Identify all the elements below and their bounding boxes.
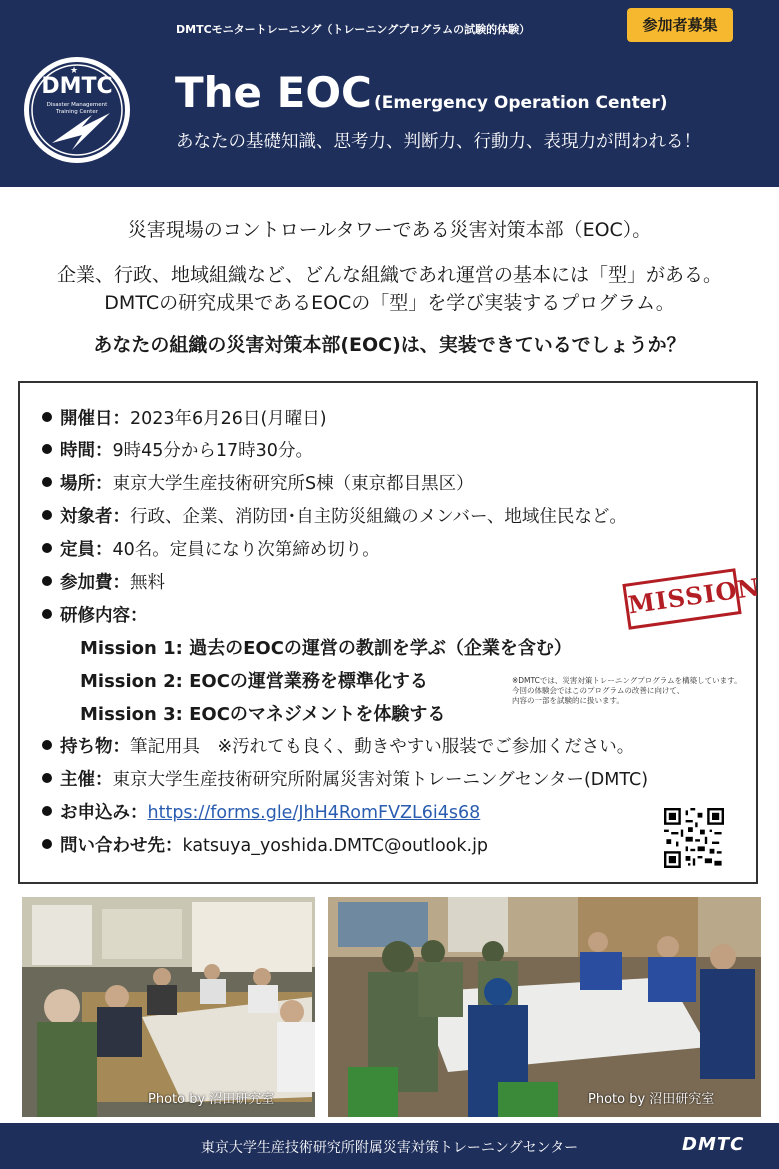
intro-line-3: DMTCの研究成果であるEOCの「型」を学び実装するプログラム。 (104, 292, 675, 314)
intro-line-2: 企業、行政、地域組織など、どんな組織であれ運営の基本には「型」がある。 (56, 264, 722, 286)
svg-text:★: ★ (70, 66, 79, 76)
logo-subtext-2: Training Center (56, 109, 98, 115)
details-box (18, 381, 758, 884)
photo-left (22, 897, 315, 1117)
detail-host: 主催：東京大学生産技術研究所附属災害対策トレーニングセンター(DMTC) (42, 766, 648, 791)
intro-line-1: 災害現場のコントロールタワーである災害対策本部（EOC）。 (127, 219, 652, 241)
dmtc-logo-icon (22, 55, 132, 165)
footer-dmtc-logo: DMTC (682, 1134, 745, 1155)
recruiting-badge: 参加者募集 (627, 8, 733, 42)
footer-text: 東京大学生産技術研究所附属災害対策トレーニングセンター (200, 1140, 579, 1156)
mission-stamp: MISSION (622, 568, 741, 629)
program-subtitle: DMTCモニタートレーニング（トレーニングプログラムの試験的体験） (176, 23, 531, 36)
page-title-sub: (Emergency Operation Center) (374, 93, 668, 113)
mission-2: Mission 2: EOCの運営業務を標準化する (80, 671, 428, 692)
apply-link[interactable]: https://forms.gle/JhH4RomFVZL6i4s68 (147, 803, 481, 823)
bullet-icon (42, 839, 52, 849)
header-banner (0, 0, 779, 187)
bullet-icon (42, 773, 52, 783)
bullet-icon (42, 806, 52, 816)
bullet-icon (42, 477, 52, 487)
logo-subtext-1: Disaster Management (46, 102, 108, 108)
mission-1: Mission 1: 過去のEOCの運営の教訓を学ぶ（企業を含む） (80, 638, 572, 659)
detail-items: 持ち物：筆記用具 ※汚れても良く、動きやすい服装でご参加ください。 (42, 733, 634, 758)
bullet-icon (42, 412, 52, 422)
detail-time: 時間：9時45分から17時30分。 (42, 437, 313, 462)
detail-content: 研修内容： (42, 602, 148, 627)
detail-date: 開催日：2023年6月26日(月曜日) (42, 405, 327, 430)
page-title: The EOC (175, 68, 372, 117)
detail-fee: 参加費：無料 (42, 569, 165, 594)
photo-credit-right: Photo by 沼田研究室 (588, 1092, 715, 1107)
detail-target: 対象者：行政、企業、消防団･自主防災組織のメンバー、地域住民など。 (42, 503, 627, 528)
program-note: ※DMTCでは、災害対策トレーニングプログラムを構築しています。 今回の体験会ではこのプログラムの改善に向けて、 内容の一部を試験的に扱います。 (512, 676, 742, 705)
intro-question: あなたの組織の災害対策本部(EOC)は、実装できているでしょうか？ (93, 334, 686, 356)
mission-3: Mission 3: EOCのマネジメントを体験する (80, 704, 446, 725)
bullet-icon (42, 543, 52, 553)
photo-credit-left: Photo by 沼田研究室 (148, 1092, 275, 1107)
bullet-icon (42, 510, 52, 520)
qr-code-icon[interactable] (664, 808, 724, 868)
detail-place: 場所：東京大学生産技術研究所S棟（東京都目黒区） (42, 470, 474, 495)
bullet-icon (42, 576, 52, 586)
bullet-icon (42, 609, 52, 619)
footer-bar (0, 1123, 779, 1169)
bullet-icon (42, 740, 52, 750)
detail-apply: お申込み：https://forms.gle/JhH4RomFVZL6i4s68 (42, 799, 480, 824)
detail-capacity: 定員：40名。定員になり次第締め切り。 (42, 536, 380, 561)
contact-email[interactable]: katsuya_yoshida.DMTC@outlook.jp (182, 836, 489, 856)
bullet-icon (42, 444, 52, 454)
logo-text: DMTC (41, 74, 113, 99)
photo-right (328, 897, 761, 1117)
tagline: あなたの基礎知識、思考力、判断力、行動力、表現力が問われる！ (176, 132, 701, 152)
detail-contact: 問い合わせ先：katsuya_yoshida.DMTC@outlook.jp (42, 832, 488, 857)
